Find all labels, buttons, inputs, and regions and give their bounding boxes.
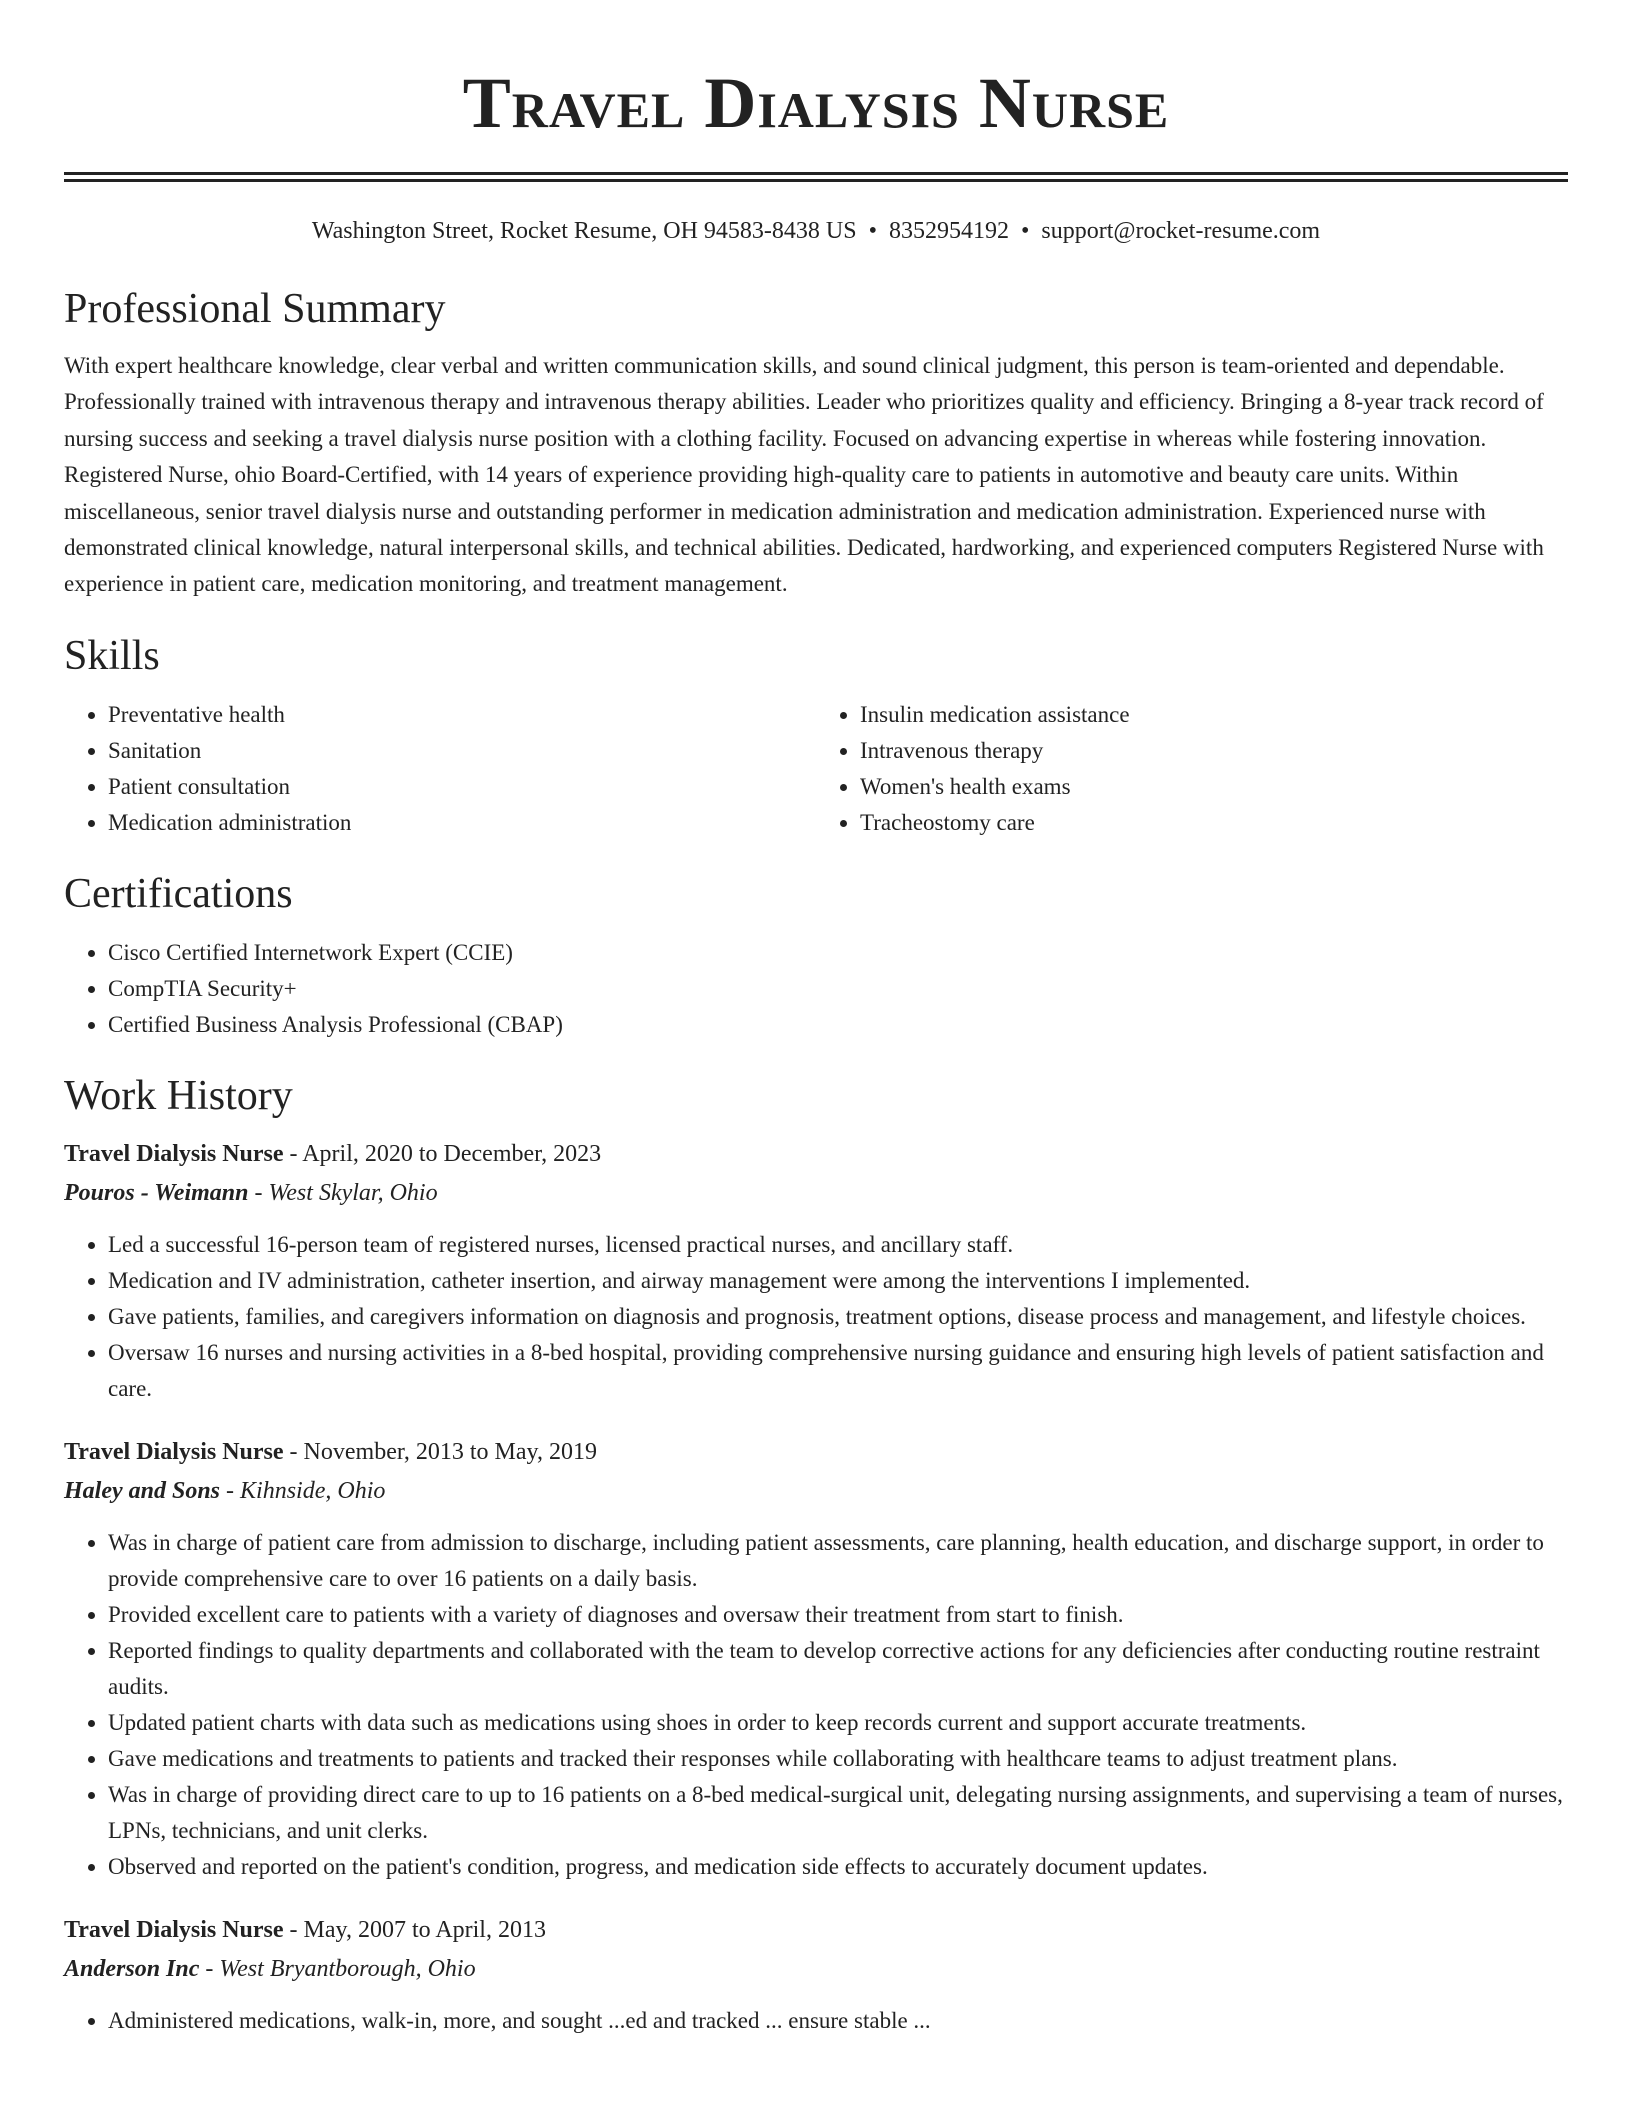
job-bullet: • Gave patients, families, and caregivers information on diagnosis and prognosis, treatment options, disease process and management, and lifestyle choices. [108,1299,1568,1335]
job-bullet: • Oversaw 16 nurses and nursing activities in a 8-bed hospital, providing comprehensive nursing guidance and ensuring high levels of patient satisfaction and care. [108,1335,1568,1407]
summary-section [64,284,1568,603]
company-name: Haley and Sons [64,1477,221,1504]
job-dates: - May, 2007 to April, 2013 [283,1916,546,1943]
job-bullets [64,1525,1568,1885]
skill-item: • Sanitation [108,733,816,769]
contact-line [64,214,1568,248]
skill-item: • Insulin medication assistance [860,697,1568,733]
resume-page [64,0,1568,2039]
skills-list-right [816,697,1568,841]
skill-item: • Medication administration [108,805,816,841]
job-bullet: • Gave medications and treatments to patients and tracked their responses while collaborating with healthcare teams to adjust treatment plans. [108,1741,1568,1777]
job-entry [64,1135,1568,1407]
job-bullet: • Updated patient charts with data such as medications using shoes in order to keep records current and support accurate treatments. [108,1705,1568,1741]
skills-list-left [64,697,816,841]
company-line [64,1949,1568,1989]
certification-item: • CompTIA Security+ [108,971,1568,1007]
job-bullet: • Administered medications, walk-in, more, and sought ...ed and tracked ... ensure stable ... [108,2003,1568,2039]
job-entry [64,1911,1568,2039]
certification-item: • Certified Business Analysis Professional (CBAP) [108,1007,1568,1043]
job-title: Travel Dialysis Nurse [64,1916,284,1943]
company-name: Pouros - Weimann [64,1179,249,1206]
contact-separator: • [868,218,877,244]
company-name: Anderson Inc [64,1955,200,1982]
summary-text: With expert healthcare knowledge, clear verbal and written communication skills, and sound clinical judgment, this person is team-oriented and dependable. Professionally trained with intravenous therapy and intravenous therapy abilities. Leader who prioritizes quality and efficiency. Bringing a 8-year track record of nursing success and seeking a travel dialysis nurse position with a clothing facility. Focused on advancing expertise in whereas while fostering innovation. Registered Nurse, ohio Board-Certified, with 14 years of experience providing high-quality care to patients in automotive and beauty care units. Within miscellaneous, senior travel dialysis nurse and outstanding performer in medication administration and medication administration. Experienced nurse with demonstrated clinical knowledge, natural interpersonal skills, and technical abilities. Dedicated, hardworking, and experienced computers Registered Nurse with experience in patient care, medication monitoring, and treatment management. [64,353,1544,597]
company-location: - West Skylar, Ohio [248,1179,438,1206]
job-bullets [64,2003,1568,2039]
skills-section [64,631,1568,841]
job-title: Travel Dialysis Nurse [64,1140,284,1167]
job-bullet: • Led a successful 16-person team of registered nurses, licensed practical nurses, and ancillary staff. [108,1227,1568,1263]
skills-heading: Skills [64,632,160,679]
job-bullet: • Provided excellent care to patients with a variety of diagnoses and oversaw their treatment from start to finish. [108,1597,1568,1633]
job-title-line [64,1433,1568,1471]
company-line [64,1173,1568,1213]
skill-item: • Tracheostomy care [860,805,1568,841]
job-bullet: • Was in charge of patient care from admission to discharge, including patient assessments, care planning, health education, and discharge support, in order to provide comprehensive care to over 16 patients on a daily basis. [108,1525,1568,1597]
job-bullet: • Reported findings to quality departments and collaborated with the team to develop corrective actions for any deficiencies after conducting routine restraint audits. [108,1633,1568,1705]
skill-item: • Patient consultation [108,769,816,805]
job-title: Travel Dialysis Nurse [64,1438,284,1465]
job-title-line [64,1135,1568,1173]
title-divider [64,172,1568,182]
job-entry [64,1433,1568,1885]
job-dates: - April, 2020 to December, 2023 [283,1140,602,1167]
skill-item: • Women's health exams [860,769,1568,805]
summary-heading: Professional Summary [64,286,446,332]
work-history-heading: Work History [64,1072,293,1119]
company-location: - Kihnside, Ohio [220,1477,386,1504]
certification-item: • Cisco Certified Internetwork Expert (CCIE) [108,935,1568,971]
certifications-section [64,869,1568,1043]
company-location: - West Bryantborough, Ohio [199,1955,476,1982]
skills-grid [64,697,1568,841]
contact-address: Washington Street, Rocket Resume, OH 94583-8438 US [311,218,857,244]
skill-item: • Preventative health [108,697,816,733]
certifications-list [64,935,1568,1043]
job-bullets [64,1227,1568,1407]
job-bullet: • Was in charge of providing direct care to up to 16 patients on a 8-bed medical-surgical unit, delegating nursing assignments, and supervising a team of nurses, LPNs, technicians, and unit clerks. [108,1777,1568,1849]
contact-phone[interactable]: 8352954192 [889,218,1009,244]
skill-item: • Intravenous therapy [860,733,1568,769]
contact-separator: • [1021,218,1030,244]
resume-title: Travel Dialysis Nurse [462,63,1170,143]
job-dates: - November, 2013 to May, 2019 [283,1438,597,1465]
job-bullet: • Observed and reported on the patient's condition, progress, and medication side effects to accurately document updates. [108,1849,1568,1885]
company-line [64,1471,1568,1511]
work-history-section [64,1071,1568,2039]
job-bullet: • Medication and IV administration, catheter insertion, and airway management were among the interventions I implemented. [108,1263,1568,1299]
job-title-line [64,1911,1568,1949]
certifications-heading: Certifications [64,870,293,917]
contact-email[interactable]: support@rocket-resume.com [1041,218,1321,244]
